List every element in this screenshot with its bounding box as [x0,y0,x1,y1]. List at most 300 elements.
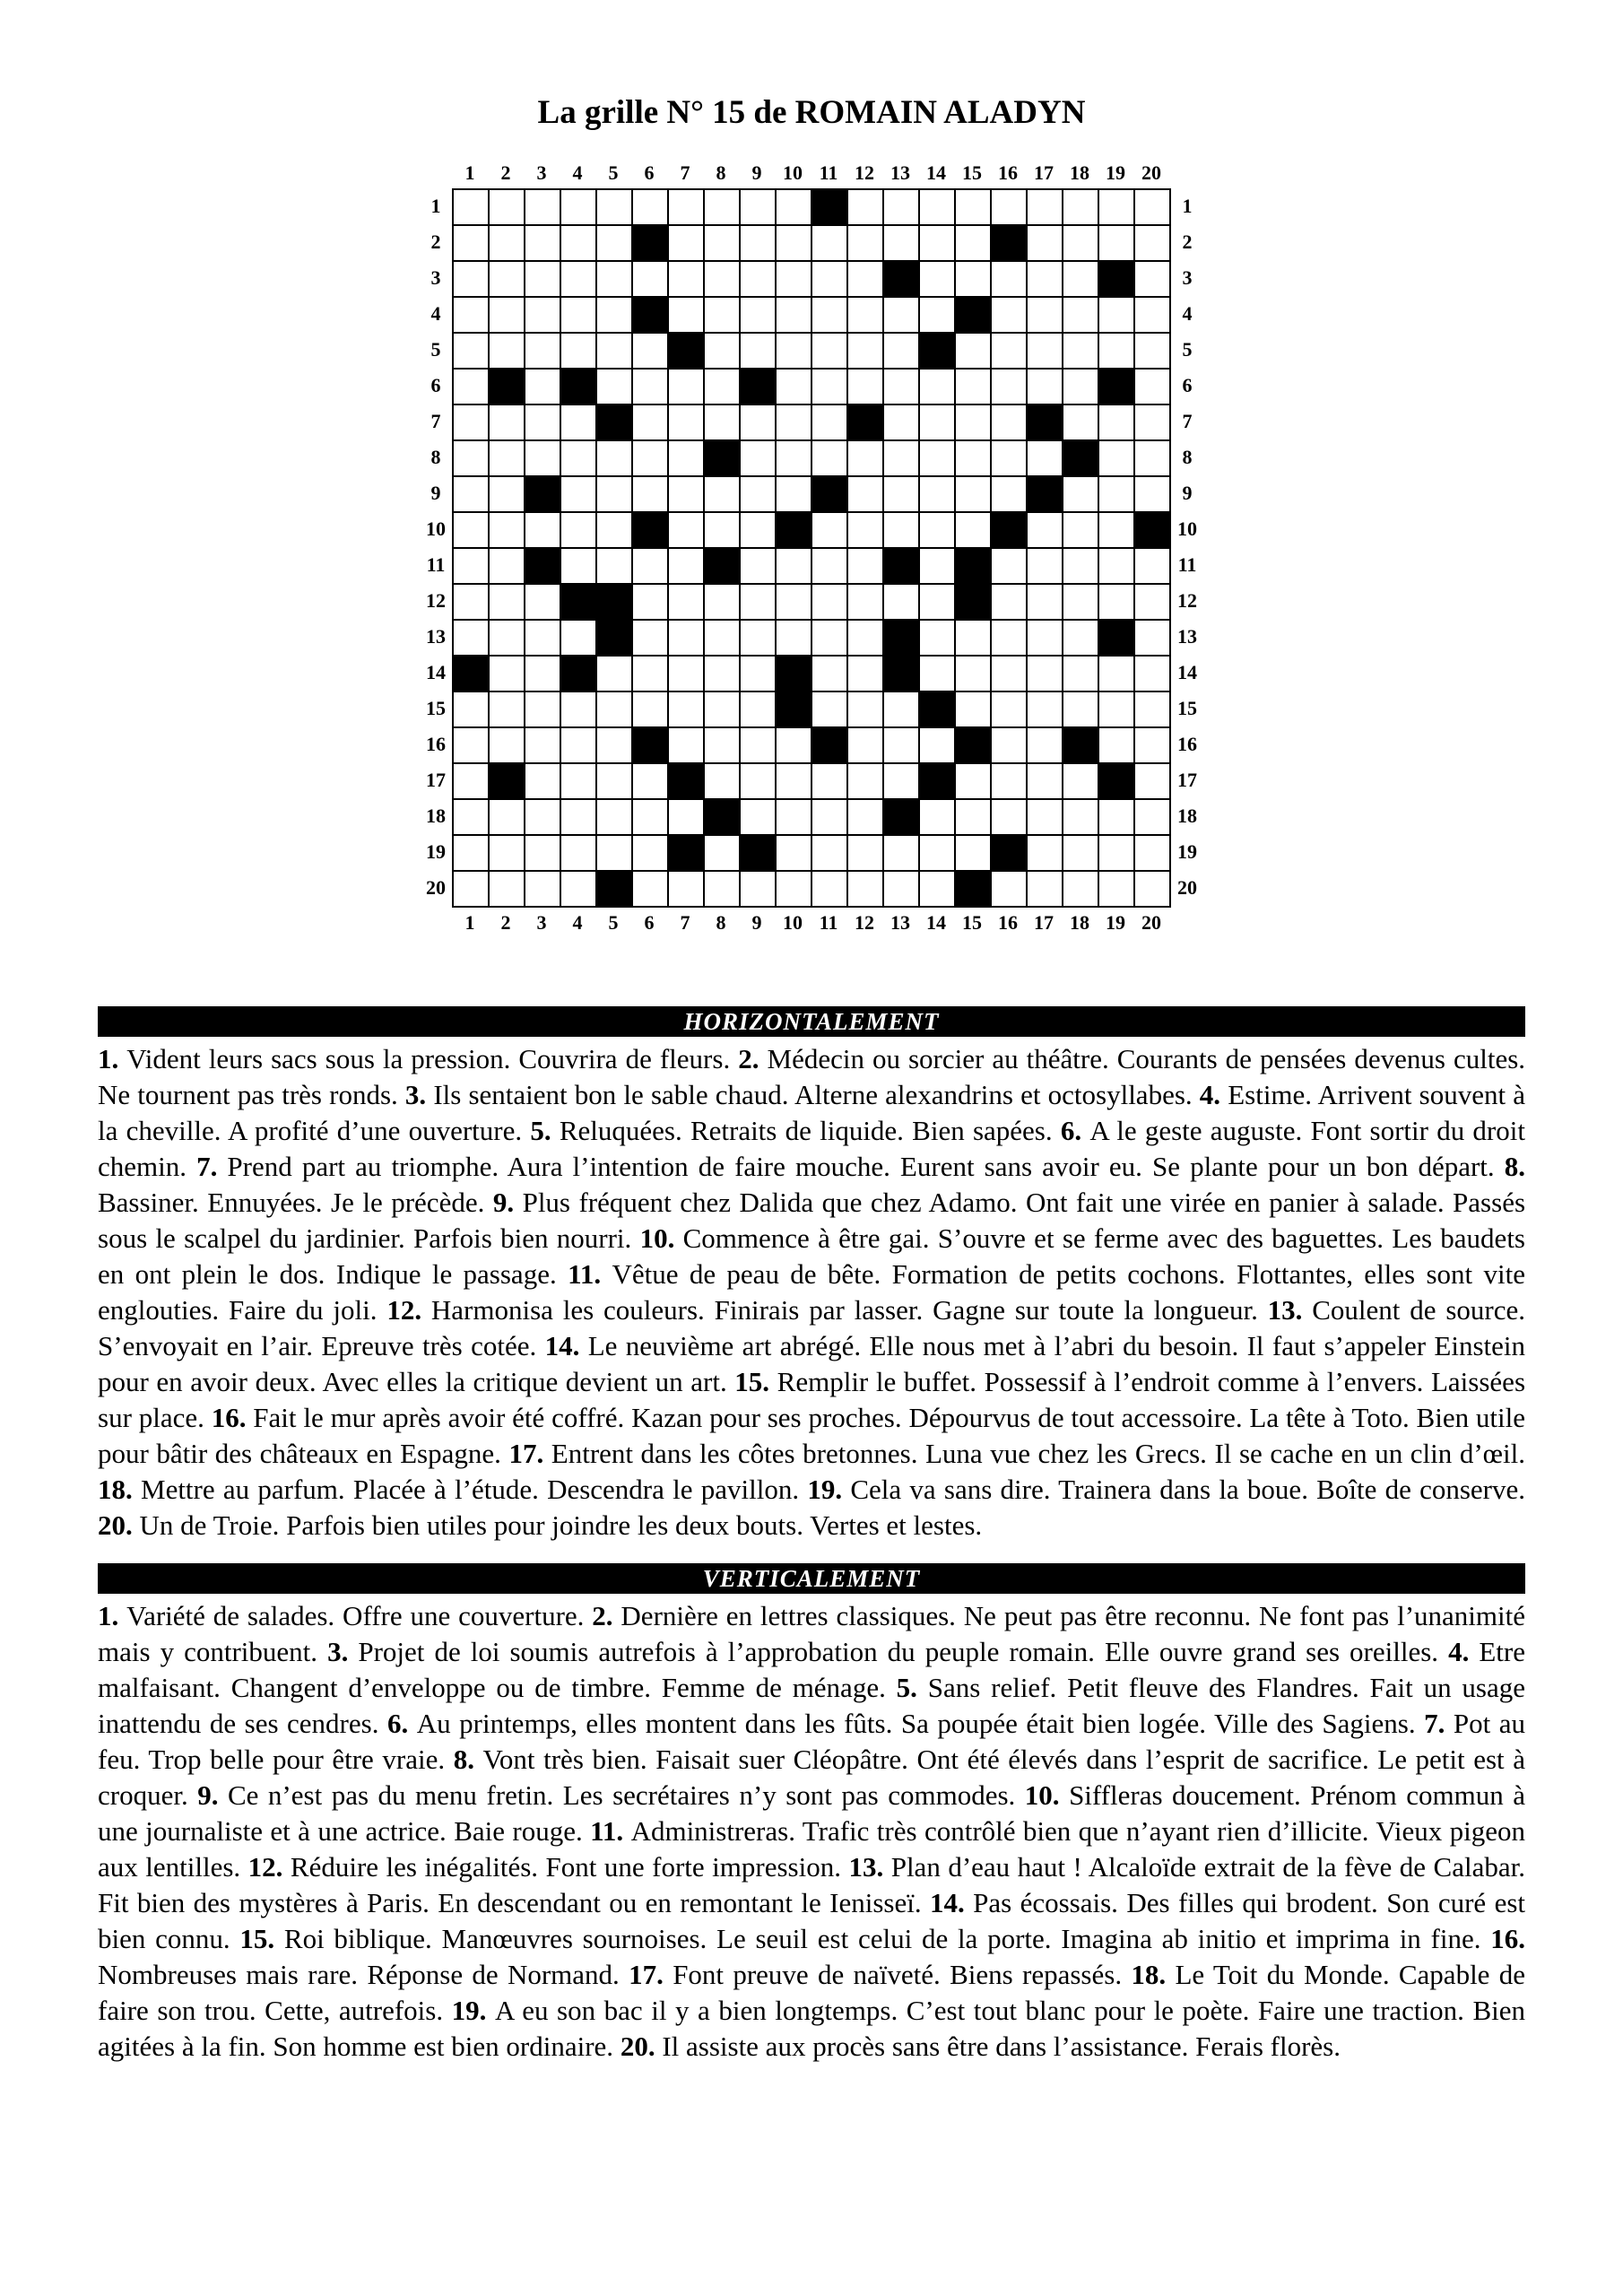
grid-cell[interactable] [668,871,704,907]
grid-cell[interactable] [1098,691,1134,727]
grid-cell[interactable] [1027,584,1063,620]
grid-cell[interactable] [883,512,919,548]
grid-cell[interactable] [1098,871,1134,907]
grid-cell[interactable] [1134,799,1170,835]
grid-cell[interactable] [1063,691,1098,727]
grid-cell[interactable] [453,476,489,512]
grid-cell[interactable] [596,799,632,835]
grid-cell[interactable] [955,476,991,512]
grid-cell[interactable] [812,404,847,440]
grid-cell[interactable] [919,225,955,261]
grid-cell[interactable] [847,369,883,404]
grid-cell[interactable] [812,691,847,727]
grid-cell[interactable] [847,656,883,691]
grid-cell[interactable] [955,763,991,799]
grid-cell[interactable] [1134,476,1170,512]
grid-cell[interactable] [740,225,776,261]
grid-cell[interactable] [1027,440,1063,476]
grid-cell[interactable] [632,404,668,440]
grid-cell[interactable] [1134,297,1170,333]
grid-cell[interactable] [740,871,776,907]
grid-cell[interactable] [1098,835,1134,871]
grid-cell[interactable] [847,297,883,333]
grid-cell[interactable] [955,656,991,691]
grid-cell[interactable] [1134,691,1170,727]
grid-cell[interactable] [883,476,919,512]
grid-cell[interactable] [668,548,704,584]
grid-cell[interactable] [812,799,847,835]
grid-cell[interactable] [453,620,489,656]
grid-cell[interactable] [668,476,704,512]
grid-cell[interactable] [776,799,812,835]
grid-cell[interactable] [847,333,883,369]
grid-cell[interactable] [668,297,704,333]
grid-cell[interactable] [525,189,560,225]
grid-cell[interactable] [704,763,740,799]
grid-cell[interactable] [991,404,1027,440]
grid-cell[interactable] [1134,189,1170,225]
grid-cell[interactable] [812,620,847,656]
grid-cell[interactable] [1134,225,1170,261]
grid-cell[interactable] [668,369,704,404]
grid-cell[interactable] [489,871,525,907]
grid-cell[interactable] [1063,799,1098,835]
grid-cell[interactable] [776,404,812,440]
grid-cell[interactable] [847,620,883,656]
grid-cell[interactable] [596,261,632,297]
grid-cell[interactable] [489,584,525,620]
grid-cell[interactable] [1063,333,1098,369]
grid-cell[interactable] [668,620,704,656]
grid-cell[interactable] [919,512,955,548]
grid-cell[interactable] [740,584,776,620]
grid-cell[interactable] [560,440,596,476]
grid-cell[interactable] [1098,404,1134,440]
grid-cell[interactable] [883,333,919,369]
grid-cell[interactable] [668,225,704,261]
grid-cell[interactable] [525,333,560,369]
grid-cell[interactable] [740,333,776,369]
grid-cell[interactable] [596,189,632,225]
grid-cell[interactable] [1098,548,1134,584]
grid-cell[interactable] [632,333,668,369]
grid-cell[interactable] [596,691,632,727]
grid-cell[interactable] [919,620,955,656]
grid-cell[interactable] [632,799,668,835]
grid-cell[interactable] [453,369,489,404]
grid-cell[interactable] [812,584,847,620]
grid-cell[interactable] [560,620,596,656]
grid-cell[interactable] [560,548,596,584]
grid-cell[interactable] [847,763,883,799]
grid-cell[interactable] [704,297,740,333]
grid-cell[interactable] [991,548,1027,584]
grid-cell[interactable] [525,871,560,907]
grid-cell[interactable] [776,189,812,225]
grid-cell[interactable] [919,261,955,297]
grid-cell[interactable] [883,763,919,799]
grid-cell[interactable] [919,369,955,404]
grid-cell[interactable] [489,620,525,656]
grid-cell[interactable] [1134,333,1170,369]
grid-cell[interactable] [847,476,883,512]
grid-cell[interactable] [560,261,596,297]
grid-cell[interactable] [1063,261,1098,297]
grid-cell[interactable] [812,548,847,584]
grid-cell[interactable] [1027,261,1063,297]
grid-cell[interactable] [489,691,525,727]
grid-cell[interactable] [453,691,489,727]
grid-cell[interactable] [919,835,955,871]
grid-cell[interactable] [560,225,596,261]
grid-cell[interactable] [453,799,489,835]
grid-cell[interactable] [1134,620,1170,656]
grid-cell[interactable] [991,369,1027,404]
grid-cell[interactable] [740,656,776,691]
grid-cell[interactable] [1063,297,1098,333]
grid-cell[interactable] [919,727,955,763]
grid-cell[interactable] [632,189,668,225]
grid-cell[interactable] [991,584,1027,620]
grid-cell[interactable] [668,261,704,297]
grid-cell[interactable] [740,476,776,512]
grid-cell[interactable] [525,225,560,261]
grid-cell[interactable] [847,835,883,871]
grid-cell[interactable] [955,512,991,548]
grid-cell[interactable] [955,691,991,727]
grid-cell[interactable] [596,440,632,476]
grid-cell[interactable] [1134,261,1170,297]
grid-cell[interactable] [560,512,596,548]
grid-cell[interactable] [489,225,525,261]
grid-cell[interactable] [704,584,740,620]
grid-cell[interactable] [812,763,847,799]
grid-cell[interactable] [1134,584,1170,620]
grid-cell[interactable] [776,763,812,799]
grid-cell[interactable] [596,512,632,548]
grid-cell[interactable] [632,871,668,907]
grid-cell[interactable] [596,548,632,584]
grid-cell[interactable] [704,512,740,548]
grid-cell[interactable] [883,584,919,620]
grid-cell[interactable] [812,835,847,871]
grid-cell[interactable] [1027,369,1063,404]
grid-cell[interactable] [1063,584,1098,620]
grid-cell[interactable] [740,189,776,225]
grid-cell[interactable] [883,835,919,871]
grid-cell[interactable] [1098,727,1134,763]
grid-cell[interactable] [596,476,632,512]
grid-cell[interactable] [991,656,1027,691]
grid-cell[interactable] [1134,871,1170,907]
grid-cell[interactable] [453,261,489,297]
grid-cell[interactable] [560,691,596,727]
grid-cell[interactable] [776,620,812,656]
grid-cell[interactable] [740,727,776,763]
grid-cell[interactable] [991,189,1027,225]
grid-cell[interactable] [1134,763,1170,799]
grid-cell[interactable] [740,548,776,584]
grid-cell[interactable] [991,440,1027,476]
grid-cell[interactable] [632,261,668,297]
grid-cell[interactable] [776,440,812,476]
grid-cell[interactable] [668,799,704,835]
grid-cell[interactable] [489,835,525,871]
grid-cell[interactable] [704,476,740,512]
grid-cell[interactable] [525,691,560,727]
grid-cell[interactable] [740,440,776,476]
grid-cell[interactable] [919,656,955,691]
grid-cell[interactable] [847,440,883,476]
grid-cell[interactable] [1027,727,1063,763]
grid-cell[interactable] [453,225,489,261]
grid-cell[interactable] [453,404,489,440]
grid-cell[interactable] [883,727,919,763]
grid-cell[interactable] [883,691,919,727]
grid-cell[interactable] [991,799,1027,835]
grid-cell[interactable] [955,369,991,404]
grid-cell[interactable] [632,584,668,620]
grid-cell[interactable] [740,763,776,799]
grid-cell[interactable] [991,297,1027,333]
grid-cell[interactable] [776,871,812,907]
grid-cell[interactable] [560,297,596,333]
grid-cell[interactable] [560,799,596,835]
grid-cell[interactable] [991,333,1027,369]
grid-cell[interactable] [883,440,919,476]
grid-cell[interactable] [812,261,847,297]
grid-cell[interactable] [704,261,740,297]
grid-cell[interactable] [632,656,668,691]
grid-cell[interactable] [525,835,560,871]
grid-cell[interactable] [812,512,847,548]
grid-cell[interactable] [812,440,847,476]
grid-cell[interactable] [489,189,525,225]
grid-cell[interactable] [596,727,632,763]
grid-cell[interactable] [525,727,560,763]
grid-cell[interactable] [704,369,740,404]
grid-cell[interactable] [668,404,704,440]
grid-cell[interactable] [812,871,847,907]
grid-cell[interactable] [1027,763,1063,799]
grid-cell[interactable] [489,656,525,691]
grid-cell[interactable] [1098,512,1134,548]
grid-cell[interactable] [668,727,704,763]
grid-cell[interactable] [489,440,525,476]
grid-cell[interactable] [596,225,632,261]
grid-cell[interactable] [955,189,991,225]
grid-cell[interactable] [632,763,668,799]
grid-cell[interactable] [1027,189,1063,225]
grid-cell[interactable] [453,584,489,620]
grid-cell[interactable] [453,512,489,548]
grid-cell[interactable] [489,333,525,369]
grid-cell[interactable] [489,476,525,512]
grid-cell[interactable] [1098,225,1134,261]
grid-cell[interactable] [847,261,883,297]
grid-cell[interactable] [740,297,776,333]
grid-cell[interactable] [1098,656,1134,691]
grid-cell[interactable] [1098,584,1134,620]
grid-cell[interactable] [919,297,955,333]
grid-cell[interactable] [632,369,668,404]
grid-cell[interactable] [919,404,955,440]
grid-cell[interactable] [704,620,740,656]
grid-cell[interactable] [1063,620,1098,656]
grid-cell[interactable] [489,261,525,297]
grid-cell[interactable] [453,871,489,907]
grid-cell[interactable] [632,691,668,727]
grid-cell[interactable] [525,297,560,333]
grid-cell[interactable] [453,763,489,799]
grid-cell[interactable] [919,799,955,835]
grid-cell[interactable] [955,835,991,871]
grid-cell[interactable] [1027,333,1063,369]
grid-cell[interactable] [740,799,776,835]
grid-cell[interactable] [847,799,883,835]
grid-cell[interactable] [489,297,525,333]
grid-cell[interactable] [560,727,596,763]
grid-cell[interactable] [776,261,812,297]
grid-cell[interactable] [740,620,776,656]
grid-cell[interactable] [847,189,883,225]
grid-cell[interactable] [776,548,812,584]
grid-cell[interactable] [525,369,560,404]
grid-cell[interactable] [1098,333,1134,369]
grid-cell[interactable] [955,225,991,261]
grid-cell[interactable] [1098,476,1134,512]
grid-cell[interactable] [668,584,704,620]
grid-cell[interactable] [525,512,560,548]
grid-cell[interactable] [919,871,955,907]
grid-cell[interactable] [1027,871,1063,907]
grid-cell[interactable] [776,297,812,333]
grid-cell[interactable] [1134,548,1170,584]
grid-cell[interactable] [525,620,560,656]
grid-cell[interactable] [1063,404,1098,440]
grid-cell[interactable] [740,512,776,548]
grid-cell[interactable] [453,189,489,225]
grid-cell[interactable] [1027,656,1063,691]
grid-cell[interactable] [812,369,847,404]
grid-cell[interactable] [955,333,991,369]
grid-cell[interactable] [919,548,955,584]
grid-cell[interactable] [740,691,776,727]
grid-cell[interactable] [704,871,740,907]
grid-cell[interactable] [453,548,489,584]
grid-cell[interactable] [560,871,596,907]
grid-cell[interactable] [560,476,596,512]
grid-cell[interactable] [668,440,704,476]
grid-cell[interactable] [596,369,632,404]
grid-cell[interactable] [847,584,883,620]
grid-cell[interactable] [596,656,632,691]
grid-cell[interactable] [776,727,812,763]
grid-cell[interactable] [776,225,812,261]
grid-cell[interactable] [560,763,596,799]
grid-cell[interactable] [1063,369,1098,404]
grid-cell[interactable] [704,835,740,871]
grid-cell[interactable] [632,548,668,584]
grid-cell[interactable] [991,763,1027,799]
grid-cell[interactable] [1027,512,1063,548]
grid-cell[interactable] [919,584,955,620]
grid-cell[interactable] [776,584,812,620]
grid-cell[interactable] [955,440,991,476]
grid-cell[interactable] [847,871,883,907]
grid-cell[interactable] [883,225,919,261]
grid-cell[interactable] [704,691,740,727]
grid-cell[interactable] [919,440,955,476]
grid-cell[interactable] [847,512,883,548]
grid-cell[interactable] [560,404,596,440]
grid-cell[interactable] [1063,835,1098,871]
grid-cell[interactable] [991,691,1027,727]
grid-cell[interactable] [453,835,489,871]
grid-cell[interactable] [847,225,883,261]
grid-cell[interactable] [1134,656,1170,691]
grid-cell[interactable] [1134,369,1170,404]
grid-cell[interactable] [812,297,847,333]
grid-cell[interactable] [668,512,704,548]
grid-cell[interactable] [668,691,704,727]
grid-cell[interactable] [955,404,991,440]
grid-cell[interactable] [883,189,919,225]
grid-cell[interactable] [1134,440,1170,476]
grid-cell[interactable] [740,404,776,440]
grid-cell[interactable] [776,333,812,369]
grid-cell[interactable] [847,548,883,584]
grid-cell[interactable] [525,440,560,476]
grid-cell[interactable] [596,333,632,369]
grid-cell[interactable] [1098,189,1134,225]
grid-cell[interactable] [991,620,1027,656]
grid-cell[interactable] [883,369,919,404]
grid-cell[interactable] [668,189,704,225]
grid-cell[interactable] [1063,189,1098,225]
grid-cell[interactable] [632,440,668,476]
grid-cell[interactable] [991,476,1027,512]
grid-cell[interactable] [1027,691,1063,727]
grid-cell[interactable] [525,404,560,440]
grid-cell[interactable] [596,835,632,871]
grid-cell[interactable] [991,871,1027,907]
grid-cell[interactable] [991,261,1027,297]
grid-cell[interactable] [919,189,955,225]
grid-cell[interactable] [1063,512,1098,548]
grid-cell[interactable] [1027,835,1063,871]
grid-cell[interactable] [847,727,883,763]
grid-cell[interactable] [632,620,668,656]
grid-cell[interactable] [704,189,740,225]
grid-cell[interactable] [632,476,668,512]
grid-cell[interactable] [812,333,847,369]
grid-cell[interactable] [1063,225,1098,261]
grid-cell[interactable] [596,763,632,799]
grid-cell[interactable] [1027,225,1063,261]
grid-cell[interactable] [489,727,525,763]
grid-cell[interactable] [560,189,596,225]
grid-cell[interactable] [596,297,632,333]
grid-cell[interactable] [955,620,991,656]
grid-cell[interactable] [704,727,740,763]
grid-cell[interactable] [525,584,560,620]
grid-cell[interactable] [704,404,740,440]
grid-cell[interactable] [847,691,883,727]
grid-cell[interactable] [525,261,560,297]
grid-cell[interactable] [883,297,919,333]
grid-cell[interactable] [489,799,525,835]
